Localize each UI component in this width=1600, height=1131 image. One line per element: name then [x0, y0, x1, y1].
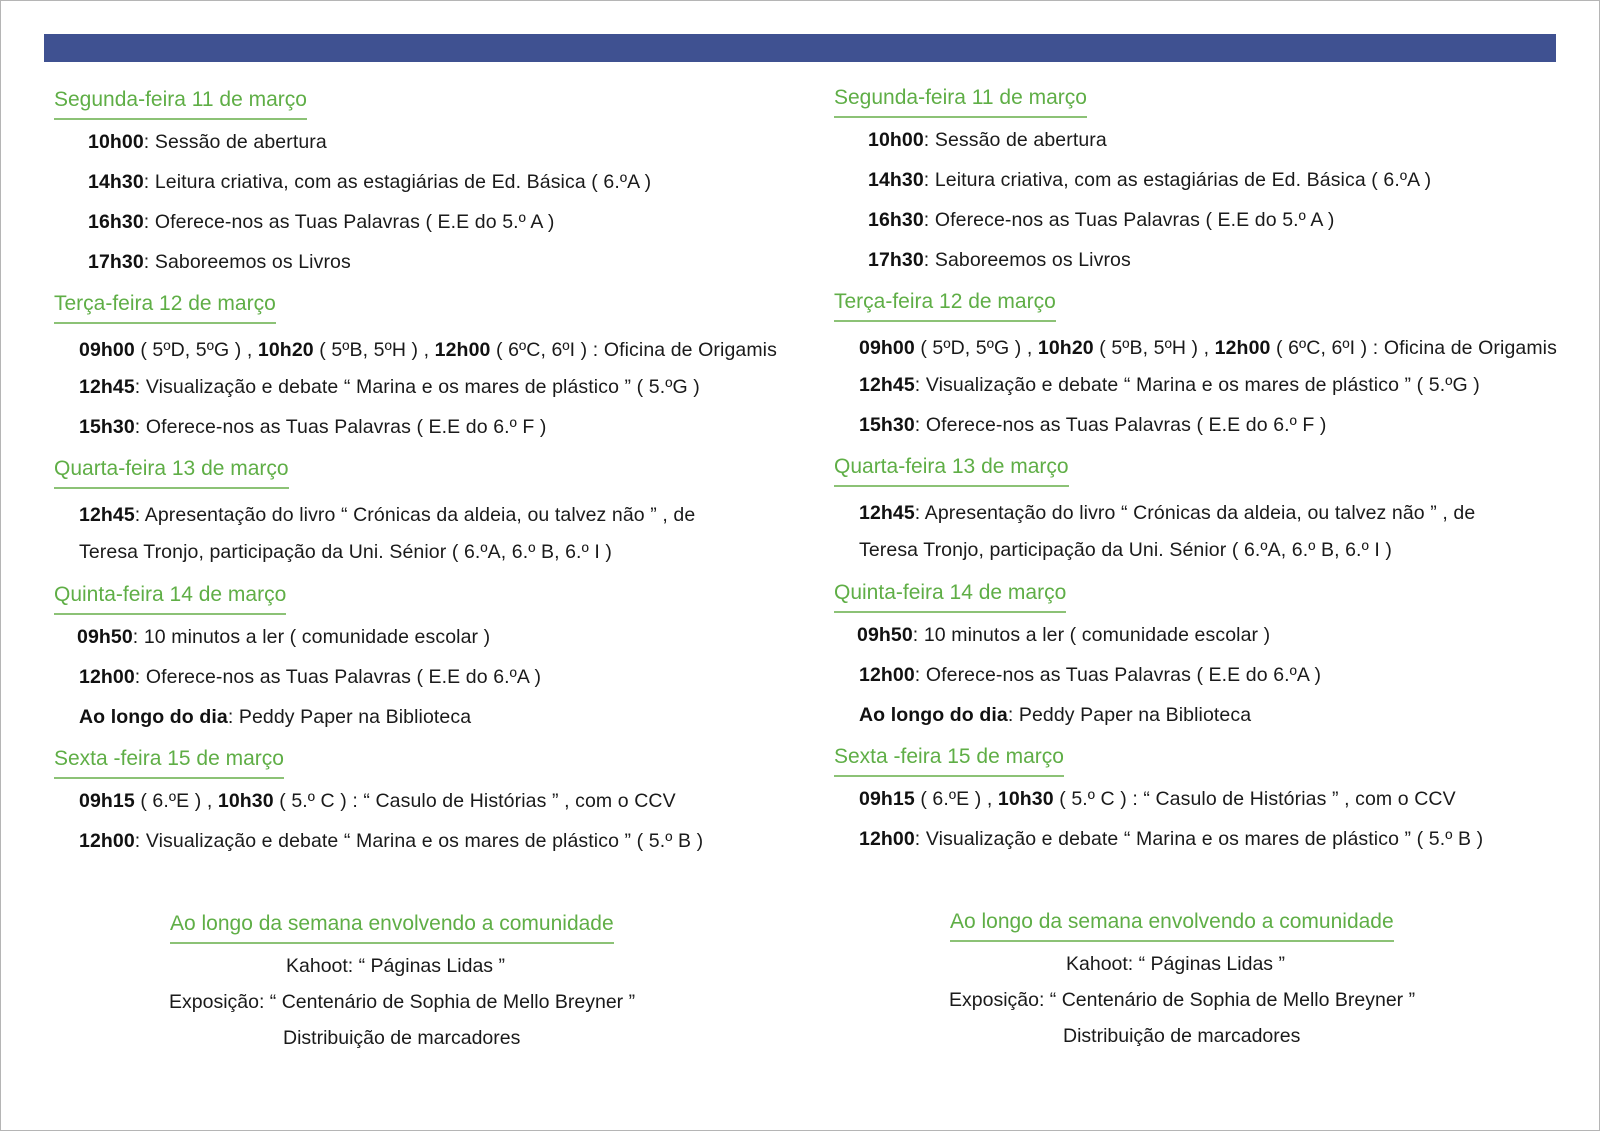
day-title: Terça-feira 12 de março — [54, 290, 276, 324]
entry-text: : Saboreemos os Livros — [143, 251, 351, 273]
day-title: Terça-feira 12 de março — [834, 288, 1056, 322]
schedule-column-left — [54, 84, 794, 867]
entry-text: : Visualização e debate “ Marina e os mares de plástico ” ( 5.º B ) — [914, 828, 1484, 850]
schedule-column-right — [834, 82, 1574, 865]
schedule-entry — [54, 208, 794, 236]
week-section-right — [834, 908, 1574, 1050]
entry-time: 10h00 — [88, 131, 144, 153]
entry-group: ( 5ºD, 5ºG ) , — [134, 339, 258, 361]
entry-text: ( 5.º C ) : “ Casulo de Histórias ” , com o CCV — [273, 790, 676, 812]
entry-time: 12h00 — [1214, 337, 1271, 359]
entry-text: : Leitura criativa, com as estagiárias de Ed. Básica ( 6.ºA ) — [923, 169, 1432, 191]
day-monday — [834, 82, 1574, 274]
entry-time: 09h00 — [79, 339, 135, 361]
schedule-entry — [834, 825, 1574, 853]
entry-text: ( 6ºC, 6ºI ) : Oficina de Origamis — [490, 339, 777, 361]
schedule-entry — [54, 128, 794, 156]
entry-text: : Oferece-nos as Tuas Palavras ( E.E do 6.º F ) — [914, 414, 1327, 436]
entry-text: ( 6ºC, 6ºI ) : Oficina de Origamis — [1270, 337, 1557, 359]
entry-time: 14h30 — [868, 169, 924, 191]
schedule-entry — [54, 497, 729, 571]
schedule-entry — [834, 126, 1574, 154]
entry-text: : Sessão de abertura — [143, 131, 327, 153]
week-line-exposicao: Exposição: “ Centenário de Sophia de Mello Breyner ” — [169, 991, 636, 1013]
schedule-entry — [54, 827, 794, 855]
schedule-entry — [834, 246, 1574, 274]
day-title: Segunda-feira 11 de março — [834, 84, 1087, 118]
entry-time: 12h45 — [79, 376, 135, 398]
entry-group: ( 6.ºE ) , — [134, 790, 218, 812]
schedule-entry — [54, 373, 794, 401]
entry-text: : Oferece-nos as Tuas Palavras ( E.E do 6.ºA ) — [134, 666, 542, 688]
day-monday — [54, 84, 794, 276]
entry-time: 10h30 — [997, 788, 1054, 810]
day-wednesday — [54, 453, 794, 571]
entry-time: 15h30 — [859, 414, 915, 436]
entry-text: : Oferece-nos as Tuas Palavras ( E.E do 5.º A ) — [923, 209, 1335, 231]
day-title: Quarta-feira 13 de março — [54, 455, 289, 489]
day-title: Segunda-feira 11 de março — [54, 86, 307, 120]
week-line-kahoot: Kahoot: “ Páginas Lidas ” — [1066, 953, 1285, 975]
entry-group: ( 5ºD, 5ºG ) , — [914, 337, 1038, 359]
schedule-entry — [54, 332, 794, 369]
entry-time: 14h30 — [88, 171, 144, 193]
day-thursday — [834, 577, 1574, 729]
entry-text: : 10 minutos a ler ( comunidade escolar ) — [132, 626, 491, 648]
week-line-kahoot: Kahoot: “ Páginas Lidas ” — [286, 955, 505, 977]
entry-text: : 10 minutos a ler ( comunidade escolar ) — [912, 624, 1271, 646]
schedule-entry — [54, 787, 794, 815]
header-bar — [44, 34, 1556, 62]
entry-time: 10h20 — [1037, 337, 1094, 359]
entry-text: : Sessão de abertura — [923, 129, 1107, 151]
schedule-entry — [834, 495, 1509, 569]
schedule-entry — [834, 166, 1574, 194]
entry-time: 10h30 — [217, 790, 274, 812]
entry-text: : Oferece-nos as Tuas Palavras ( E.E do 5.º A ) — [143, 211, 555, 233]
day-thursday — [54, 579, 794, 731]
schedule-entry — [54, 248, 794, 276]
entry-text: : Oferece-nos as Tuas Palavras ( E.E do 6.º F ) — [134, 416, 547, 438]
entry-text: : Visualização e debate “ Marina e os mares de plástico ” ( 5.ºG ) — [914, 374, 1480, 396]
schedule-entry — [834, 701, 1574, 729]
week-section-left — [54, 910, 794, 1052]
entry-time: Ao longo do dia — [859, 704, 1008, 726]
day-title: Quarta-feira 13 de março — [834, 453, 1069, 487]
entry-text: : Oferece-nos as Tuas Palavras ( E.E do 6.ºA ) — [914, 664, 1322, 686]
schedule-entry — [54, 413, 794, 441]
day-friday — [834, 741, 1574, 853]
schedule-entry — [834, 661, 1574, 689]
entry-time: 17h30 — [88, 251, 144, 273]
week-line-marcadores: Distribuição de marcadores — [283, 1027, 521, 1049]
entry-time: 10h20 — [257, 339, 314, 361]
entry-text: : Apresentação do livro “ Crónicas da aldeia, ou talvez não ” , de Teresa Tronjo, participação da Uni. Sénior ( 6.ºA, 6.º B, 6.º I ) — [79, 504, 696, 563]
entry-time: 17h30 — [868, 249, 924, 271]
entry-time: 12h00 — [79, 666, 135, 688]
schedule-entry — [54, 623, 794, 651]
schedule-entry — [834, 206, 1574, 234]
entry-time: 09h15 — [79, 790, 135, 812]
entry-time: 12h00 — [859, 828, 915, 850]
entry-time: 12h45 — [859, 374, 915, 396]
entry-group: ( 5ºB, 5ºH ) , — [313, 339, 435, 361]
entry-text: ( 5.º C ) : “ Casulo de Histórias ” , com o CCV — [1053, 788, 1456, 810]
day-wednesday — [834, 451, 1574, 569]
entry-time: 09h50 — [77, 626, 133, 648]
entry-time: 12h00 — [434, 339, 491, 361]
entry-text: : Visualização e debate “ Marina e os mares de plástico ” ( 5.ºG ) — [134, 376, 700, 398]
entry-time: 12h00 — [79, 830, 135, 852]
week-title: Ao longo da semana envolvendo a comunidade — [170, 910, 614, 944]
entry-text: : Visualização e debate “ Marina e os mares de plástico ” ( 5.º B ) — [134, 830, 704, 852]
day-title: Quinta-feira 14 de março — [54, 581, 286, 615]
entry-group: ( 5ºB, 5ºH ) , — [1093, 337, 1215, 359]
schedule-entry — [54, 663, 794, 691]
day-title: Sexta -feira 15 de março — [54, 745, 284, 779]
day-friday — [54, 743, 794, 855]
schedule-entry — [834, 371, 1574, 399]
week-line-exposicao: Exposição: “ Centenário de Sophia de Mello Breyner ” — [949, 989, 1416, 1011]
entry-time: 16h30 — [868, 209, 924, 231]
entry-text: : Peddy Paper na Biblioteca — [227, 706, 472, 728]
day-tuesday — [54, 288, 794, 441]
entry-group: ( 6.ºE ) , — [914, 788, 998, 810]
schedule-entry — [54, 168, 794, 196]
entry-text: : Peddy Paper na Biblioteca — [1007, 704, 1252, 726]
entry-time: 12h00 — [859, 664, 915, 686]
entry-time: 10h00 — [868, 129, 924, 151]
week-title: Ao longo da semana envolvendo a comunidade — [950, 908, 1394, 942]
week-line-marcadores: Distribuição de marcadores — [1063, 1025, 1301, 1047]
schedule-entry — [834, 621, 1574, 649]
entry-text: : Apresentação do livro “ Crónicas da aldeia, ou talvez não ” , de Teresa Tronjo, participação da Uni. Sénior ( 6.ºA, 6.º B, 6.º I ) — [859, 502, 1476, 561]
day-title: Quinta-feira 14 de março — [834, 579, 1066, 613]
entry-time: 09h00 — [859, 337, 915, 359]
schedule-entry — [834, 411, 1574, 439]
day-tuesday — [834, 286, 1574, 439]
schedule-entry — [834, 330, 1574, 367]
entry-text: : Leitura criativa, com as estagiárias de Ed. Básica ( 6.ºA ) — [143, 171, 652, 193]
entry-time: 12h45 — [859, 502, 915, 524]
entry-time: 09h50 — [857, 624, 913, 646]
schedule-entry — [54, 703, 794, 731]
entry-time: Ao longo do dia — [79, 706, 228, 728]
entry-time: 15h30 — [79, 416, 135, 438]
entry-time: 12h45 — [79, 504, 135, 526]
entry-text: : Saboreemos os Livros — [923, 249, 1131, 271]
entry-time: 09h15 — [859, 788, 915, 810]
schedule-entry — [834, 785, 1574, 813]
day-title: Sexta -feira 15 de março — [834, 743, 1064, 777]
entry-time: 16h30 — [88, 211, 144, 233]
